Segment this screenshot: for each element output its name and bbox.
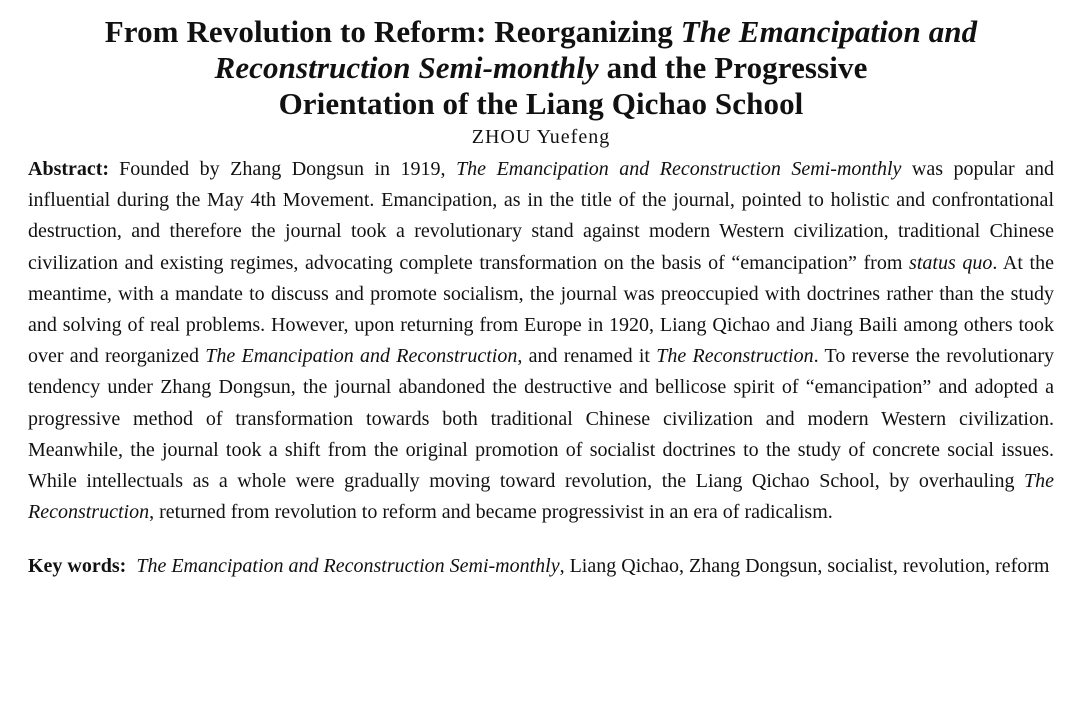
abstract-text: Founded by Zhang Dongsun in 1919, bbox=[119, 158, 457, 180]
abstract-journal-name: The Emancipation and Reconstruction bbox=[205, 345, 518, 368]
title-line-1 bbox=[28, 14, 1054, 50]
title-text: and the Progressive bbox=[598, 50, 868, 85]
title-line-3: Orientation of the Liang Qichao School bbox=[278, 86, 804, 121]
abstract-journal-name: The Reconstruction bbox=[28, 470, 1054, 524]
abstract-journal-name: The Reconstruction bbox=[656, 345, 814, 368]
abstract-text: , and renamed it bbox=[517, 345, 657, 368]
paper-title bbox=[28, 14, 1054, 122]
keywords-list: , Liang Qichao, Zhang Dongsun, socialist, revolution, reform bbox=[559, 555, 1050, 578]
title-line-2 bbox=[28, 50, 1054, 86]
abstract-journal-name: The Emancipation and Reconstruction Semi-monthly bbox=[456, 158, 902, 180]
abstract-text: . At the meantime, with a mandate to discuss and promote socialism, the journal was preoccupied with doctrines rather than the study and solving of real problems. However, upon returning from Europe in 1920, Liang Qichao and Jiang Baili among others took over and reorganized bbox=[28, 251, 1054, 368]
title-journal-name: Reconstruction Semi-monthly bbox=[214, 50, 599, 85]
abstract-label: Abstract: bbox=[28, 158, 110, 180]
title-text: From Revolution to Reform: Reorganizing bbox=[104, 14, 681, 49]
abstract-paragraph bbox=[28, 154, 1054, 528]
abstract-text: . To reverse the revolutionary tendency under Zhang Dongsun, the journal abandoned the destructive and bellicose spirit of “emancipation” and adopted a progressive method of transformation towards both traditional Chinese civilization and modern Western civilization. Meanwhile, the journal took a shift from the original promotion of socialist doctrines to the study of concrete social issues. While intellectuals as a whole were gradually moving toward revolution, the Liang Qichao School, by overhauling bbox=[28, 345, 1055, 493]
keywords-paragraph bbox=[28, 552, 1054, 581]
title-journal-name: The Emancipation and bbox=[680, 14, 978, 49]
abstract-text: , returned from revolution to reform and became progressivist in an era of radicalism. bbox=[149, 501, 833, 524]
keyword-journal-name: The Emancipation and Reconstruction Semi-monthly bbox=[136, 555, 560, 578]
abstract-italic-term: status quo bbox=[909, 251, 993, 274]
keywords-label: Key words: bbox=[28, 555, 127, 578]
author-name: ZHOU Yuefeng bbox=[471, 126, 611, 148]
abstract-text: was popular and influential during the May 4th Movement. Emancipation, as in the title of the journal, pointed to holistic and confrontational destruction, and therefore the journal took a revolutionary stand against modern Western civilization, traditional Chinese civilization and existing regimes, advocating complete transformation on the basis of “emancipation” from bbox=[28, 158, 1055, 274]
